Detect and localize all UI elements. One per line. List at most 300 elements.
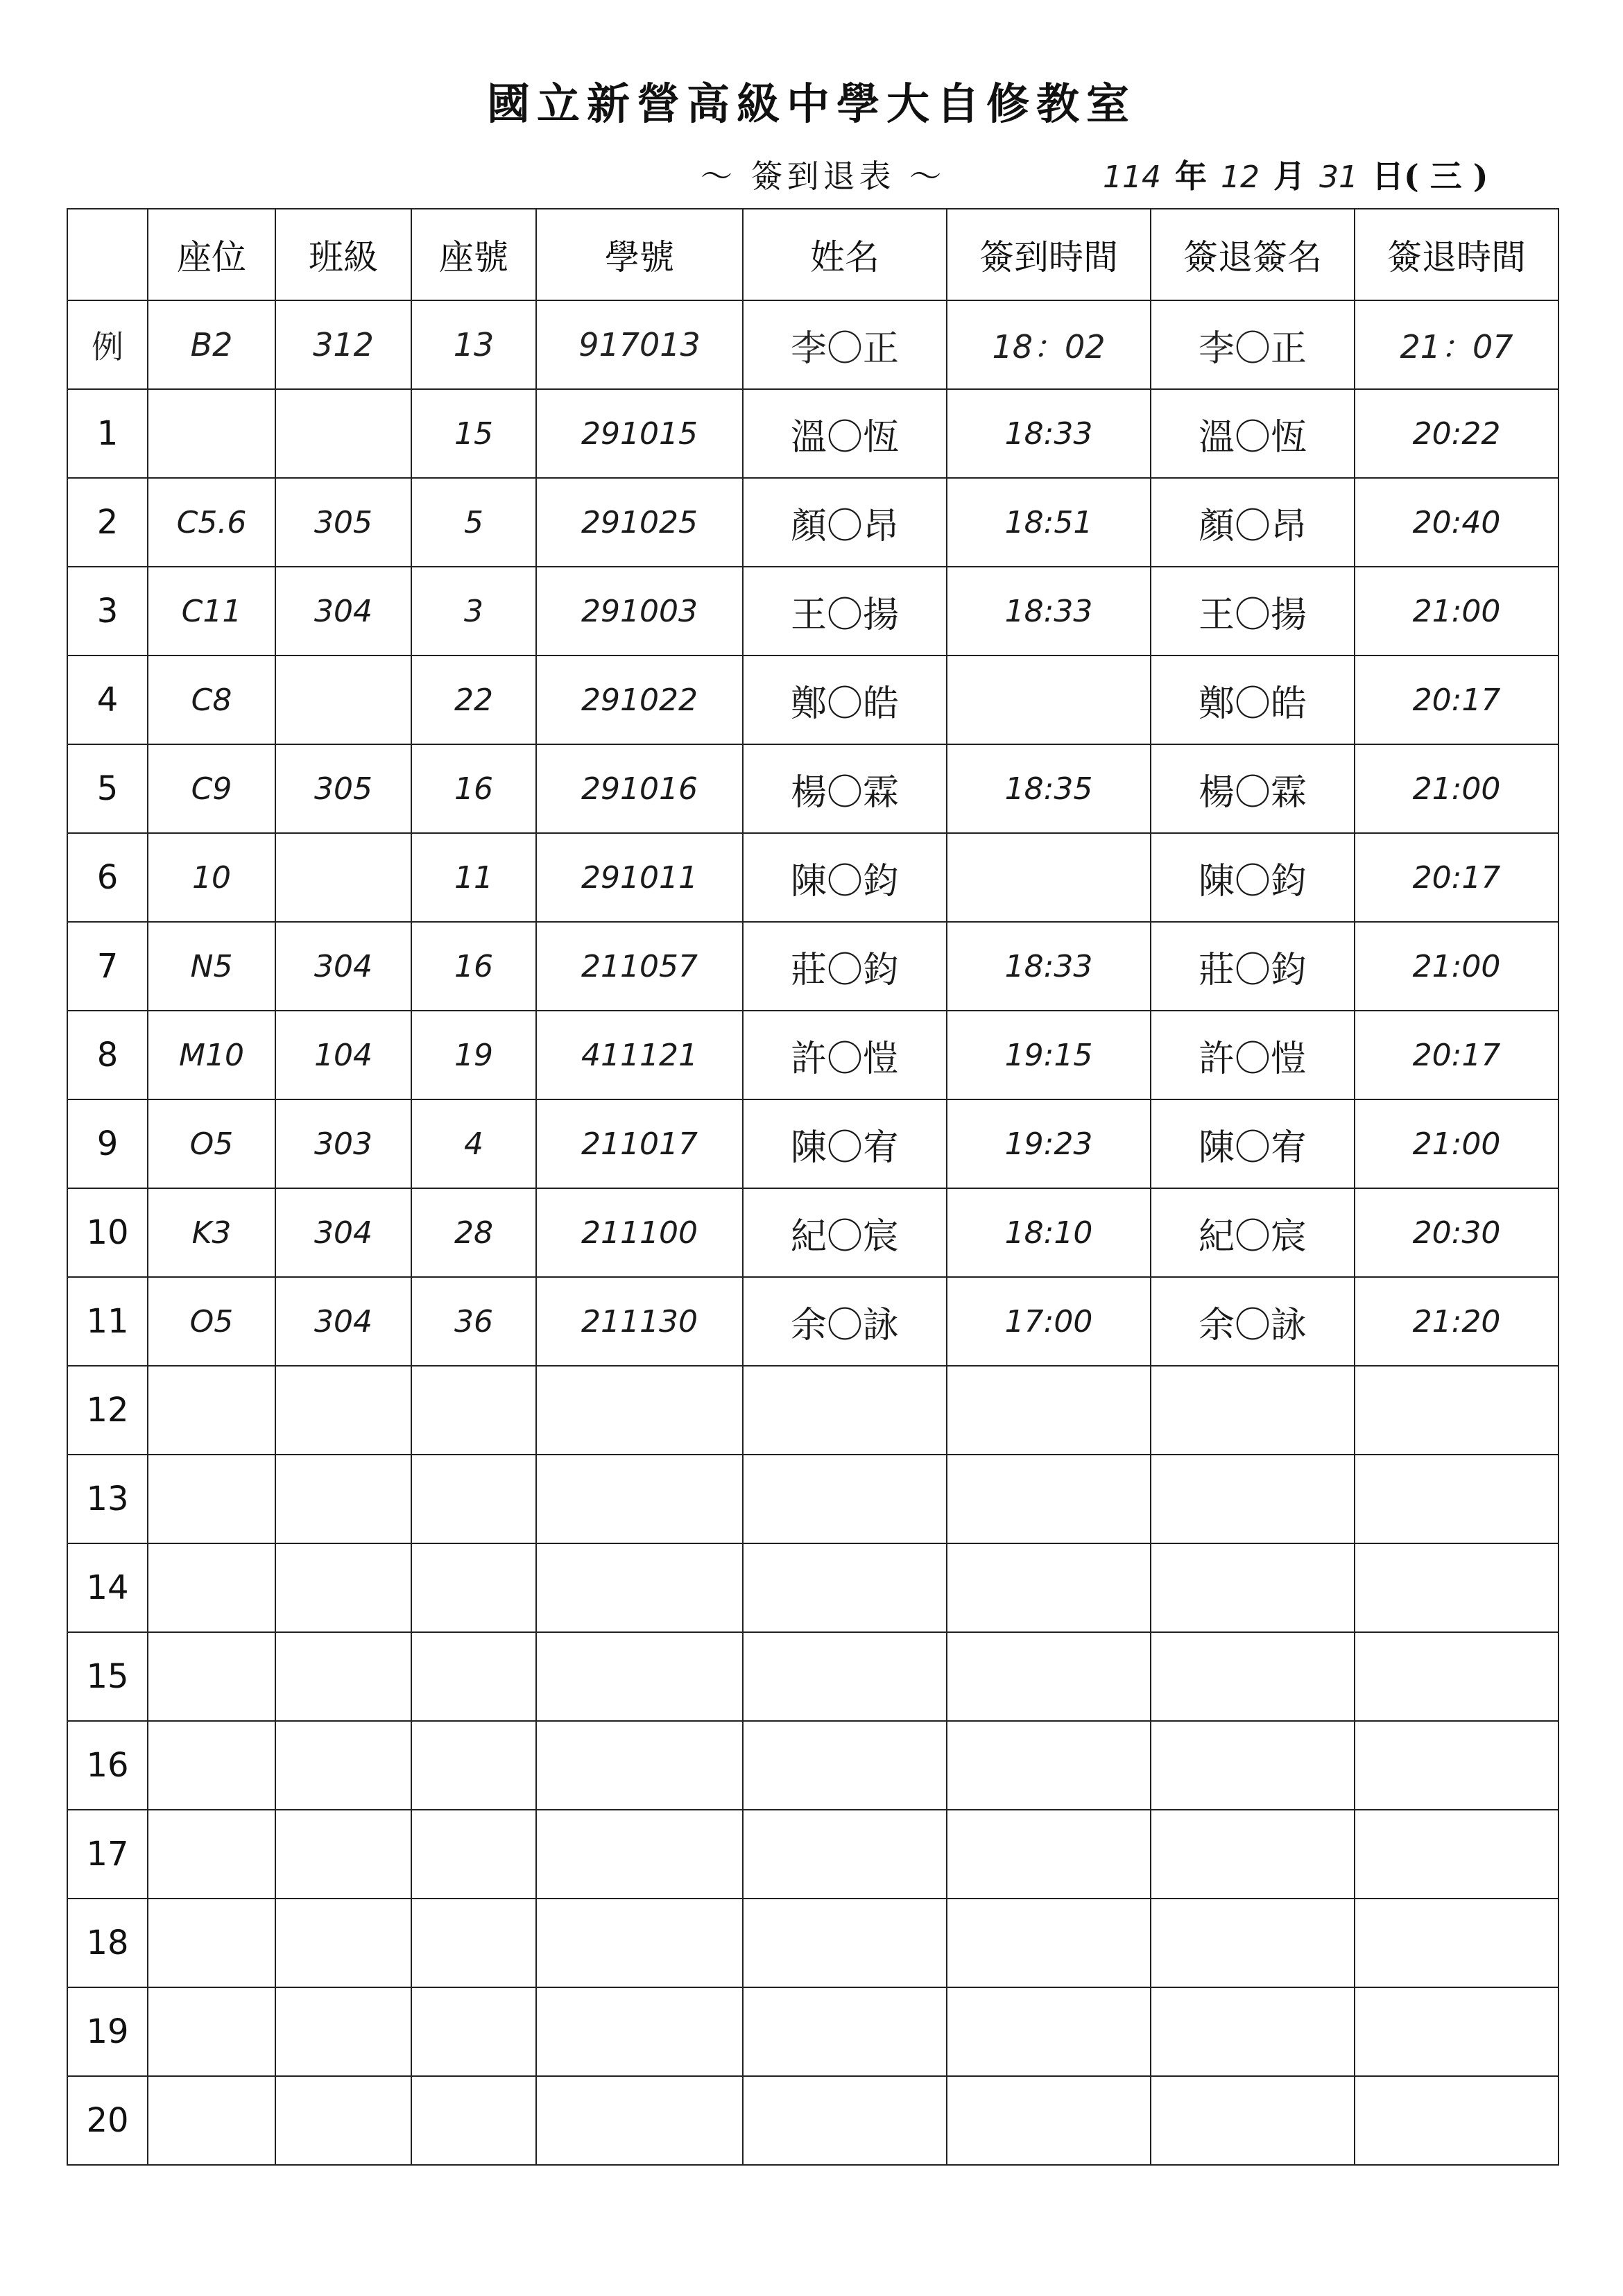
- table-row: [67, 1455, 1558, 1543]
- cell-class-value: 305: [314, 504, 372, 540]
- cell-signout-signature[interactable]: [1151, 1455, 1355, 1543]
- cell-seat[interactable]: [148, 1543, 275, 1632]
- table-row: [67, 1721, 1558, 1810]
- weekday: ( 三 ): [1403, 157, 1488, 195]
- cell-signout-time[interactable]: [1355, 478, 1558, 567]
- cell-signout-time[interactable]: [1355, 1721, 1558, 1810]
- date-month: 12: [1220, 160, 1260, 195]
- cell-signout-signature[interactable]: [1151, 389, 1355, 478]
- cell-signin-time[interactable]: [947, 1366, 1151, 1455]
- cell-signout-signature-value: 許〇愷: [1198, 1038, 1307, 1080]
- form-title: 國立新營高級中學大自修教室: [486, 78, 1136, 129]
- table-row: [67, 656, 1558, 744]
- cell-seat[interactable]: [148, 1987, 275, 2076]
- cell-signin-time[interactable]: [947, 1810, 1151, 1899]
- table-row: [67, 922, 1558, 1011]
- cell-signout-signature-value: 顏〇昂: [1198, 505, 1307, 547]
- row-number: 16: [67, 1721, 148, 1810]
- cell-seat-value: C8: [191, 682, 232, 718]
- cell-signin-time[interactable]: [947, 1721, 1151, 1810]
- cell-student-id-value: 291022: [581, 682, 698, 718]
- row-number: 19: [67, 1987, 148, 2076]
- cell-signout-signature[interactable]: [1151, 922, 1355, 1011]
- cell-number-value: 28: [454, 1215, 493, 1251]
- cell-number[interactable]: [411, 922, 536, 1011]
- cell-class[interactable]: [275, 1721, 411, 1810]
- cell-student-id-value: 211100: [581, 1215, 698, 1251]
- cell-number[interactable]: [411, 1188, 536, 1277]
- cell-student-id[interactable]: [536, 1188, 743, 1277]
- cell-seat[interactable]: [148, 567, 275, 656]
- cell-signout-time[interactable]: [1355, 1188, 1558, 1277]
- cell-name[interactable]: [743, 744, 947, 833]
- row-number: 8: [67, 1011, 148, 1099]
- cell-student-id[interactable]: [536, 1455, 743, 1543]
- cell-name-value: 莊〇鈞: [790, 949, 899, 991]
- cell-student-id[interactable]: [536, 1366, 743, 1455]
- cell-name[interactable]: [743, 567, 947, 656]
- cell-signout-signature-value: 溫〇恆: [1198, 416, 1307, 459]
- cell-signout-signature-value: 楊〇霖: [1198, 771, 1307, 814]
- cell-class[interactable]: [275, 922, 411, 1011]
- table-row: [67, 1810, 1558, 1899]
- cell-seat-value: O5: [189, 1126, 234, 1162]
- cell-student-id[interactable]: [536, 1721, 743, 1810]
- row-number: 11: [67, 1277, 148, 1366]
- cell-number-value: 16: [454, 771, 493, 807]
- cell-student-id[interactable]: [536, 922, 743, 1011]
- cell-class-value: 104: [314, 1037, 372, 1073]
- table-row: [67, 744, 1558, 833]
- cell-student-id[interactable]: [536, 389, 743, 478]
- cell-signout-time-value: 20:30: [1412, 1215, 1501, 1251]
- cell-seat[interactable]: [148, 1366, 275, 1455]
- cell-signout-signature[interactable]: [1151, 567, 1355, 656]
- row-number: 14: [67, 1543, 148, 1632]
- cell-name-value: 王〇揚: [790, 594, 899, 636]
- col-header-signout-signature: 簽退簽名: [1151, 209, 1355, 300]
- cell-student-id[interactable]: [536, 1632, 743, 1721]
- cell-seat-value: O5: [189, 1303, 234, 1339]
- date-line: [1089, 151, 1488, 197]
- cell-signout-time[interactable]: [1355, 567, 1558, 656]
- col-header-signin-time: 簽到時間: [947, 209, 1151, 300]
- example-class: 312: [275, 300, 411, 389]
- cell-seat-value: M10: [179, 1037, 244, 1073]
- cell-seat-value: N5: [190, 948, 233, 984]
- example-number: 13: [411, 300, 536, 389]
- cell-seat[interactable]: [148, 1277, 275, 1366]
- cell-class[interactable]: [275, 1011, 411, 1099]
- cell-number-value: 4: [464, 1126, 483, 1162]
- cell-student-id[interactable]: [536, 1543, 743, 1632]
- cell-signout-signature-value: 紀〇宸: [1198, 1215, 1307, 1258]
- cell-signin-time[interactable]: [947, 1899, 1151, 1987]
- cell-signin-time[interactable]: [947, 1011, 1151, 1099]
- cell-student-id[interactable]: [536, 1810, 743, 1899]
- cell-seat[interactable]: [148, 2076, 275, 2165]
- cell-name[interactable]: [743, 1899, 947, 1987]
- cell-signout-time-value: 20:40: [1412, 504, 1501, 540]
- col-header-signout-time: 簽退時間: [1355, 209, 1558, 300]
- row-number: 4: [67, 656, 148, 744]
- table-row: [67, 1011, 1558, 1099]
- cell-number[interactable]: [411, 1099, 536, 1188]
- cell-class[interactable]: [275, 744, 411, 833]
- row-number: 12: [67, 1366, 148, 1455]
- cell-seat[interactable]: [148, 1011, 275, 1099]
- cell-signout-signature[interactable]: [1151, 1277, 1355, 1366]
- cell-signout-time[interactable]: [1355, 1366, 1558, 1455]
- cell-student-id[interactable]: [536, 1277, 743, 1366]
- cell-signin-time[interactable]: [947, 1987, 1151, 2076]
- cell-signout-time-value: 21:20: [1412, 1303, 1501, 1339]
- cell-name[interactable]: [743, 2076, 947, 2165]
- cell-signin-time[interactable]: [947, 1543, 1151, 1632]
- cell-signin-time[interactable]: [947, 1099, 1151, 1188]
- cell-signout-signature-value: 陳〇鈞: [1198, 860, 1307, 902]
- table-row: [67, 1987, 1558, 2076]
- cell-number[interactable]: [411, 389, 536, 478]
- cell-number[interactable]: [411, 1721, 536, 1810]
- cell-signin-time[interactable]: [947, 1632, 1151, 1721]
- cell-name-value: 顏〇昂: [790, 505, 899, 547]
- cell-number-value: 22: [454, 682, 493, 718]
- cell-class[interactable]: [275, 1810, 411, 1899]
- cell-seat[interactable]: [148, 744, 275, 833]
- cell-seat[interactable]: [148, 1899, 275, 1987]
- cell-number[interactable]: [411, 1277, 536, 1366]
- cell-signin-time[interactable]: [947, 567, 1151, 656]
- cell-class[interactable]: [275, 1366, 411, 1455]
- cell-student-id-value: 291015: [581, 415, 698, 452]
- cell-number[interactable]: [411, 1632, 536, 1721]
- cell-class[interactable]: [275, 656, 411, 744]
- cell-class[interactable]: [275, 1543, 411, 1632]
- cell-student-id-value: 291011: [581, 859, 698, 896]
- cell-signin-time-value: 18:35: [1004, 771, 1093, 807]
- col-header-seat: 座位: [148, 209, 275, 300]
- cell-signin-time[interactable]: [947, 1188, 1151, 1277]
- cell-signout-time-value: 21:00: [1412, 948, 1501, 984]
- cell-signin-time-value: 18:33: [1004, 415, 1093, 452]
- row-number: 17: [67, 1810, 148, 1899]
- example-signin: 18：02: [947, 300, 1151, 389]
- cell-name-value: 陳〇宥: [790, 1126, 899, 1169]
- month-label: 月: [1273, 157, 1305, 195]
- cell-signout-signature[interactable]: [1151, 1099, 1355, 1188]
- cell-number-value: 15: [454, 415, 493, 452]
- cell-student-id[interactable]: [536, 744, 743, 833]
- cell-signout-signature[interactable]: [1151, 2076, 1355, 2165]
- cell-number[interactable]: [411, 833, 536, 922]
- cell-student-id[interactable]: [536, 1899, 743, 1987]
- cell-seat[interactable]: [148, 656, 275, 744]
- cell-seat[interactable]: [148, 833, 275, 922]
- cell-class[interactable]: [275, 478, 411, 567]
- cell-class[interactable]: [275, 1188, 411, 1277]
- cell-signout-signature[interactable]: [1151, 1721, 1355, 1810]
- cell-number[interactable]: [411, 478, 536, 567]
- form-subtitle: ～ 簽到退表 ～: [701, 157, 946, 195]
- cell-student-id-value: 291025: [581, 504, 698, 540]
- row-number: 2: [67, 478, 148, 567]
- cell-signout-time-value: 20:17: [1412, 1037, 1501, 1073]
- table-row: [67, 389, 1558, 478]
- cell-number-value: 5: [464, 504, 483, 540]
- cell-number[interactable]: [411, 1810, 536, 1899]
- row-number: 18: [67, 1899, 148, 1987]
- cell-signin-time-value: 19:15: [1004, 1037, 1093, 1073]
- cell-signin-time[interactable]: [947, 389, 1151, 478]
- cell-name[interactable]: [743, 1366, 947, 1455]
- cell-signout-time-value: 20:17: [1412, 682, 1501, 718]
- table-row: [67, 1366, 1558, 1455]
- cell-student-id[interactable]: [536, 567, 743, 656]
- cell-seat-value: 10: [192, 859, 231, 896]
- cell-seat[interactable]: [148, 1810, 275, 1899]
- cell-name[interactable]: [743, 1455, 947, 1543]
- cell-name[interactable]: [743, 833, 947, 922]
- cell-student-id-value: 411121: [581, 1037, 698, 1073]
- cell-signout-time[interactable]: [1355, 1632, 1558, 1721]
- cell-signin-time-value: 17:00: [1004, 1303, 1093, 1339]
- date-year: 114: [1103, 160, 1161, 195]
- cell-signout-time[interactable]: [1355, 833, 1558, 922]
- cell-signout-time[interactable]: [1355, 1099, 1558, 1188]
- cell-signout-signature[interactable]: [1151, 1188, 1355, 1277]
- cell-student-id[interactable]: [536, 2076, 743, 2165]
- cell-signout-signature[interactable]: [1151, 478, 1355, 567]
- cell-signout-time[interactable]: [1355, 1987, 1558, 2076]
- cell-name[interactable]: [743, 1011, 947, 1099]
- cell-signout-signature-value: 陳〇宥: [1198, 1126, 1307, 1169]
- example-student-id: 917013: [536, 300, 743, 389]
- cell-signout-time[interactable]: [1355, 2076, 1558, 2165]
- cell-signout-time-value: 20:22: [1412, 415, 1501, 452]
- cell-class-value: 304: [314, 948, 372, 984]
- row-number: 13: [67, 1455, 148, 1543]
- cell-signout-time-value: 21:00: [1412, 593, 1501, 629]
- cell-student-id-value: 211057: [581, 948, 698, 984]
- cell-name-value: 溫〇恆: [790, 416, 899, 459]
- cell-seat[interactable]: [148, 922, 275, 1011]
- cell-signout-time[interactable]: [1355, 1455, 1558, 1543]
- cell-seat-value: K3: [191, 1215, 232, 1251]
- cell-class[interactable]: [275, 2076, 411, 2165]
- cell-signout-time[interactable]: [1355, 1810, 1558, 1899]
- cell-signout-time[interactable]: [1355, 1011, 1558, 1099]
- cell-name[interactable]: [743, 1277, 947, 1366]
- cell-number[interactable]: [411, 656, 536, 744]
- cell-student-id-value: 291016: [581, 771, 698, 807]
- cell-signout-signature[interactable]: [1151, 1987, 1355, 2076]
- cell-number[interactable]: [411, 2076, 536, 2165]
- row-number: 15: [67, 1632, 148, 1721]
- cell-signout-time[interactable]: [1355, 389, 1558, 478]
- table-row: [67, 2076, 1558, 2165]
- cell-class[interactable]: [275, 567, 411, 656]
- cell-class-value: 304: [314, 593, 372, 629]
- cell-class[interactable]: [275, 833, 411, 922]
- cell-signin-time-value: 18:10: [1004, 1215, 1093, 1251]
- cell-student-id[interactable]: [536, 1099, 743, 1188]
- cell-signout-signature[interactable]: [1151, 656, 1355, 744]
- cell-seat[interactable]: [148, 389, 275, 478]
- cell-signin-time-value: 18:51: [1004, 504, 1093, 540]
- cell-number-value: 16: [454, 948, 493, 984]
- row-number: 7: [67, 922, 148, 1011]
- cell-signin-time[interactable]: [947, 744, 1151, 833]
- cell-class[interactable]: [275, 1277, 411, 1366]
- cell-signin-time[interactable]: [947, 1455, 1151, 1543]
- date-day: 31: [1319, 160, 1358, 195]
- cell-name[interactable]: [743, 389, 947, 478]
- row-number: 20: [67, 2076, 148, 2165]
- cell-signin-time[interactable]: [947, 833, 1151, 922]
- cell-signout-signature[interactable]: [1151, 1632, 1355, 1721]
- cell-signout-time[interactable]: [1355, 656, 1558, 744]
- cell-name-value: 鄭〇皓: [790, 683, 899, 725]
- cell-class[interactable]: [275, 1632, 411, 1721]
- cell-signout-time[interactable]: [1355, 1277, 1558, 1366]
- cell-signout-time[interactable]: [1355, 1543, 1558, 1632]
- cell-class[interactable]: [275, 389, 411, 478]
- example-signout-time: 21：07: [1355, 300, 1558, 389]
- example-seat: B2: [148, 300, 275, 389]
- row-number: 5: [67, 744, 148, 833]
- cell-signout-signature[interactable]: [1151, 744, 1355, 833]
- cell-student-id[interactable]: [536, 656, 743, 744]
- cell-class[interactable]: [275, 1455, 411, 1543]
- cell-class[interactable]: [275, 1099, 411, 1188]
- cell-seat[interactable]: [148, 1632, 275, 1721]
- cell-signout-time[interactable]: [1355, 922, 1558, 1011]
- cell-number[interactable]: [411, 1455, 536, 1543]
- cell-name-value: 余〇詠: [790, 1304, 899, 1346]
- cell-student-id[interactable]: [536, 1987, 743, 2076]
- table-row: [67, 1632, 1558, 1721]
- cell-signin-time[interactable]: [947, 922, 1151, 1011]
- cell-class-value: 304: [314, 1215, 372, 1251]
- cell-signout-time[interactable]: [1355, 744, 1558, 833]
- cell-class-value: 304: [314, 1303, 372, 1339]
- cell-seat[interactable]: [148, 1188, 275, 1277]
- cell-name[interactable]: [743, 1810, 947, 1899]
- example-signout-name: 李〇正: [1151, 300, 1355, 389]
- example-name: 李〇正: [743, 300, 947, 389]
- table-row: [67, 1277, 1558, 1366]
- table-row: [67, 567, 1558, 656]
- table-row: [67, 1099, 1558, 1188]
- col-header-number: 座號: [411, 209, 536, 300]
- cell-name[interactable]: [743, 1721, 947, 1810]
- cell-signin-time-value: 18:33: [1004, 593, 1093, 629]
- cell-name-value: 陳〇鈞: [790, 860, 899, 902]
- header-row: [67, 209, 1558, 300]
- cell-student-id-value: 211130: [581, 1303, 698, 1339]
- cell-seat[interactable]: [148, 478, 275, 567]
- row-number: 6: [67, 833, 148, 922]
- cell-number[interactable]: [411, 1899, 536, 1987]
- cell-signout-signature-value: 王〇揚: [1198, 594, 1307, 636]
- cell-number[interactable]: [411, 744, 536, 833]
- cell-signin-time[interactable]: [947, 2076, 1151, 2165]
- cell-signout-time-value: 21:00: [1412, 771, 1501, 807]
- cell-signout-time[interactable]: [1355, 1899, 1558, 1987]
- cell-number[interactable]: [411, 567, 536, 656]
- cell-number[interactable]: [411, 1366, 536, 1455]
- example-row: [67, 300, 1558, 389]
- cell-student-id-value: 291003: [581, 593, 698, 629]
- cell-signout-signature[interactable]: [1151, 1543, 1355, 1632]
- table-row: [67, 833, 1558, 922]
- cell-signout-signature[interactable]: [1151, 1899, 1355, 1987]
- cell-name[interactable]: [743, 1543, 947, 1632]
- example-label: 例: [67, 300, 148, 389]
- cell-seat-value: C9: [191, 771, 232, 807]
- cell-signout-signature[interactable]: [1151, 1366, 1355, 1455]
- table-row: [67, 478, 1558, 567]
- cell-name[interactable]: [743, 1188, 947, 1277]
- cell-signout-signature-value: 余〇詠: [1198, 1304, 1307, 1346]
- cell-name[interactable]: [743, 656, 947, 744]
- cell-name-value: 紀〇宸: [790, 1215, 899, 1258]
- cell-signout-signature[interactable]: [1151, 1011, 1355, 1099]
- cell-name-value: 許〇愷: [790, 1038, 899, 1080]
- cell-signin-time[interactable]: [947, 656, 1151, 744]
- cell-class-value: 303: [314, 1126, 372, 1162]
- cell-number-value: 36: [454, 1303, 493, 1339]
- cell-seat[interactable]: [148, 1099, 275, 1188]
- row-number: 1: [67, 389, 148, 478]
- cell-student-id[interactable]: [536, 833, 743, 922]
- cell-number-value: 19: [454, 1037, 493, 1073]
- cell-seat[interactable]: [148, 1721, 275, 1810]
- cell-number[interactable]: [411, 1543, 536, 1632]
- cell-name[interactable]: [743, 478, 947, 567]
- cell-class[interactable]: [275, 1987, 411, 2076]
- cell-student-id[interactable]: [536, 478, 743, 567]
- cell-class-value: 305: [314, 771, 372, 807]
- cell-name-value: 楊〇霖: [790, 771, 899, 814]
- cell-student-id[interactable]: [536, 1011, 743, 1099]
- cell-signout-time-value: 20:17: [1412, 859, 1501, 896]
- cell-signin-time[interactable]: [947, 1277, 1151, 1366]
- col-header-rownum: [67, 209, 148, 300]
- cell-name[interactable]: [743, 1099, 947, 1188]
- cell-name[interactable]: [743, 1632, 947, 1721]
- cell-number[interactable]: [411, 1987, 536, 2076]
- cell-signout-signature-value: 莊〇鈞: [1198, 949, 1307, 991]
- cell-signin-time[interactable]: [947, 478, 1151, 567]
- col-header-class: 班級: [275, 209, 411, 300]
- col-header-student-id: 學號: [536, 209, 743, 300]
- table-row: [67, 1543, 1558, 1632]
- cell-seat-value: C5.6: [176, 504, 247, 540]
- cell-seat[interactable]: [148, 1455, 275, 1543]
- cell-class[interactable]: [275, 1899, 411, 1987]
- cell-number[interactable]: [411, 1011, 536, 1099]
- col-header-name: 姓名: [743, 209, 947, 300]
- cell-name[interactable]: [743, 922, 947, 1011]
- row-number: 9: [67, 1099, 148, 1188]
- cell-signout-signature[interactable]: [1151, 1810, 1355, 1899]
- cell-seat-value: C11: [181, 593, 242, 629]
- year-label: 年: [1174, 157, 1207, 195]
- cell-signout-signature[interactable]: [1151, 833, 1355, 922]
- cell-name[interactable]: [743, 1987, 947, 2076]
